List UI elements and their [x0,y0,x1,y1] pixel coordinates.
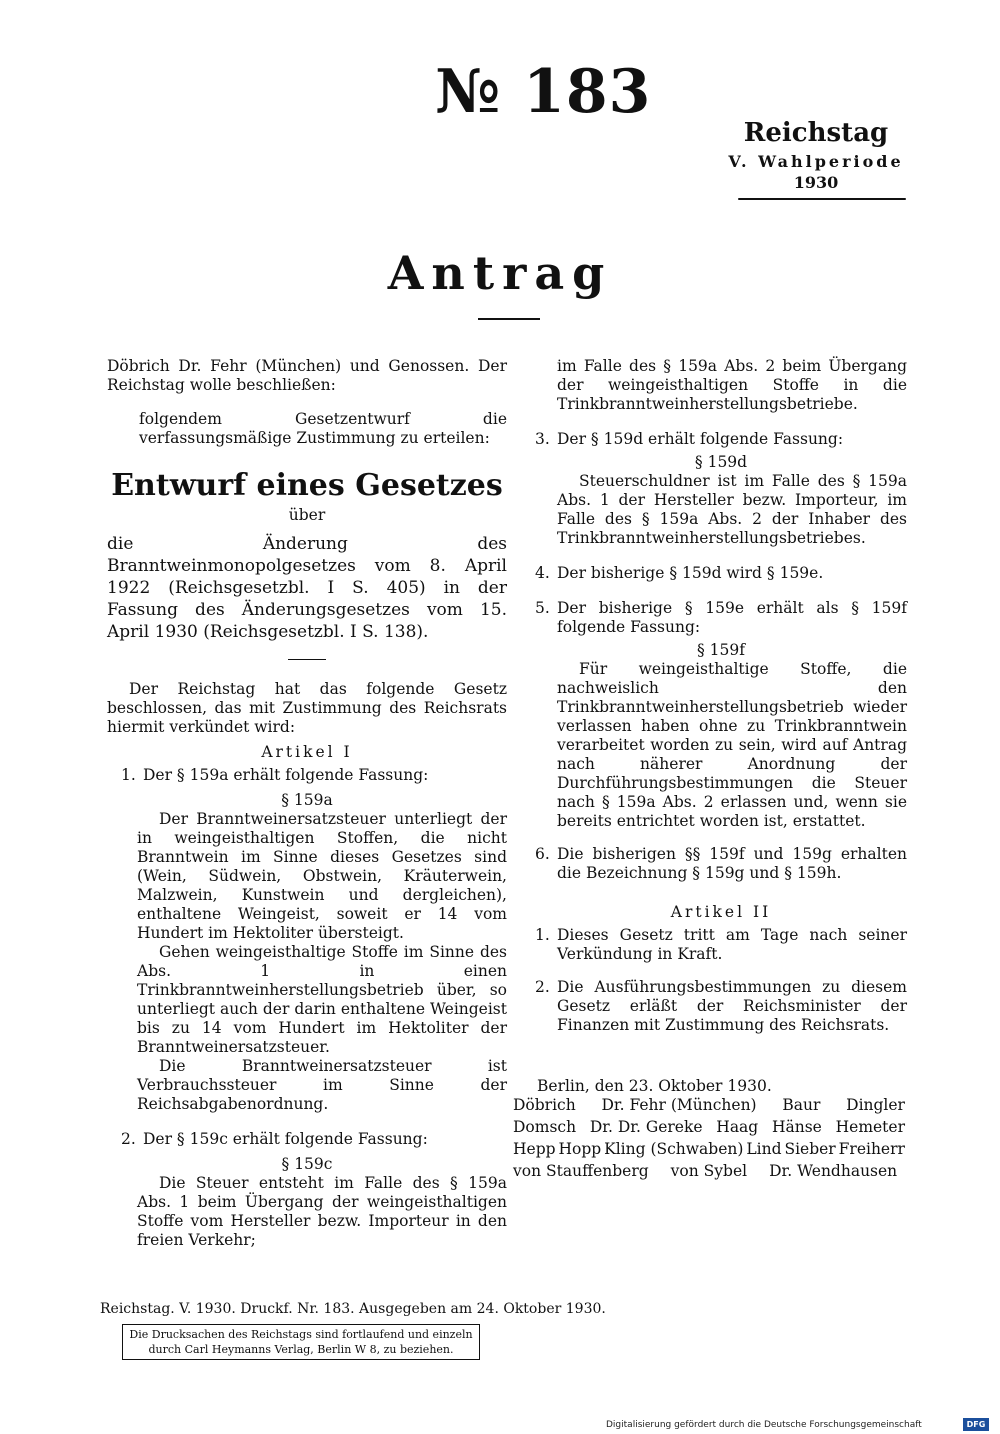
right-column [535,357,907,1096]
item-number: 2. [535,978,550,996]
signatory: Hopp [558,1140,602,1158]
paragraph: Gehen weingeisthaltige Stoffe im Sinne des Abs. 1 in einen Trinkbranntweinherstellungsbetrieb über, so unterliegt auch der darin enthaltene Weingeist bis zu 14 vom Hundert im Hektoliter der Branntweinersatzsteuer. [137,943,507,1056]
dfg-logo: DFG [963,1418,989,1431]
list-item [535,845,907,883]
signatory-line [513,1094,905,1116]
list-item [107,766,507,785]
period-label: V. Wahlperiode [728,152,904,171]
intro-text: Döbrich Dr. Fehr (München) und Genossen. Der Reichstag wolle beschließen: [107,357,507,394]
paragraph: Die Steuer entsteht im Falle des § 159a Abs. 1 beim Übergang der weingeisthaltigen Stoffe vom Hersteller bezw. Importeur in den freien Verkehr; [137,1174,507,1249]
signatory-line [513,1116,905,1138]
enactment-formula: Der Reichstag hat das folgende Gesetz beschlossen, das mit Zustimmung des Reichsrats hiermit verkündet wird: [107,680,507,736]
section-heading: § 159a [281,791,333,809]
list-item [535,599,907,637]
signatory: Dingler [846,1096,905,1114]
item-text: Der § 159c erhält folgende Fassung: [143,1130,428,1148]
signatory: Haag [716,1118,759,1136]
list-item [535,978,907,1035]
paragraph: Die Branntweinersatzsteuer ist Verbrauchssteuer im Sinne der Reichsabgabenordnung. [137,1057,507,1113]
masthead-rule [738,198,906,200]
paragraph: Der Branntweinersatzsteuer unterliegt der in weingeisthaltigen Stoffen, die nicht Branntwein im Sinne dieses Gesetzes sind (Wein, Südwein, Obstwein, Kräuterwein, Malzwein, Kunstwein und dergleichen), enthaltene Weingeist, soweit er 14 vom Hundert im Hektoliter übersteigt. [137,810,507,942]
signatory: Dr. Wendhausen [769,1162,898,1180]
paragraph: Steuerschuldner ist im Falle des § 159a Abs. 1 der Hersteller bezw. Importeur, im Falle des § 159a Abs. 2 der Inhaber des Trinkbranntweinherstellungsbetriebes. [557,472,907,547]
signatory: Sieber [784,1140,836,1158]
signatory: von Sybel [670,1162,748,1180]
publisher-note-line: Die Drucksachen des Reichstags sind fortlaufend und einzeln [129,1328,473,1341]
signatory: Hänse [771,1118,822,1136]
item-number: 6. [535,845,550,863]
item-text: Die bisherigen §§ 159f und 159g erhalten die Bezeichnung § 159g und § 159h. [557,845,907,882]
section-159c-body [107,1174,507,1250]
section-heading: § 159f [697,641,745,659]
signatory: Hepp [513,1140,556,1158]
item-text: Der bisherige § 159d wird § 159e. [557,564,824,582]
signatories [513,1094,905,1182]
paragraph: im Falle des § 159a Abs. 2 beim Übergang der weingeisthaltigen Stoffe in die Trinkbranntweinherstellungsbetriebe. [557,357,907,413]
draft-title: Entwurf eines Gesetzes [111,468,503,503]
proposal-text: folgendem Gesetzentwurf die verfassungsmäßige Zustimmung zu erteilen: [139,410,507,447]
list-item [107,1130,507,1149]
item-text: Die Ausführungsbestimmungen zu diesem Gesetz erläßt der Reichsminister der Finanzen mit Zustimmung des Reichsrats. [557,978,907,1034]
publisher-note-line: durch Carl Heymanns Verlag, Berlin W 8, zu beziehen. [148,1343,454,1356]
list-item [535,926,907,964]
signatory: Dr. Fehr (München) [601,1096,757,1114]
item-number: 1. [121,766,136,784]
signatory: Freiherr [838,1140,905,1158]
item-number: 5. [535,599,550,617]
year-label: 1930 [793,173,839,192]
section-heading: § 159c [281,1155,333,1173]
document-number: № 183 [435,57,652,127]
publisher-note [122,1324,480,1360]
signatory: Kling (Schwaben) [604,1140,744,1158]
signatory: Lind [746,1140,782,1158]
section-heading: § 159d [694,453,748,471]
signatory: Hemeter [835,1118,905,1136]
signatory: von Stauffenberg [513,1162,649,1180]
item-text: Der § 159a erhält folgende Fassung: [143,766,429,784]
article-1-heading: Artikel I [261,743,353,761]
item-text: Der bisherige § 159e erhält als § 159f folgende Fassung: [557,599,907,636]
ueber-text: über [288,506,326,524]
item-number: 4. [535,564,550,582]
signatory-line [513,1138,905,1160]
section-159d-body [535,472,907,548]
paragraph: Für weingeisthaltige Stoffe, die nachweislich den Trinkbranntweinherstellungsbetrieb wieder verlassen haben ohne zu Trinkbranntwein verarbeitet worden zu sein, wird auf Antrag nach näherer Anordnung der Durchführungsbestimmungen die Steuer nach § 159a Abs. 2 erlassen und, wenn sie bereits entrichtet worden ist, erstattet. [557,660,907,830]
print-footer: Reichstag. V. 1930. Druckf. Nr. 183. Ausgegeben am 24. Oktober 1930. [100,1301,606,1317]
signatory: Domsch [513,1118,577,1136]
signatory: Döbrich [513,1096,576,1114]
section-159a-body [107,810,507,1114]
title-rule [478,318,540,320]
continuation [535,357,907,414]
item-text: Dieses Gesetz tritt am Tage nach seiner Verkündung in Kraft. [557,926,907,963]
item-number: 3. [535,430,550,448]
list-item [535,430,907,449]
item-number: 1. [535,926,550,944]
law-subject: die Änderung des Branntweinmonopolgesetzes vom 8. April 1922 (Reichsgesetzbl. I S. 405) in der Fassung des Änderungsgesetzes vom 15. April 1930 (Reichsgesetzbl. I S. 138). [107,534,507,642]
divider [288,659,326,660]
item-number: 2. [121,1130,136,1148]
signatory: Baur [782,1096,821,1114]
section-159f-body [535,660,907,831]
page-title: Antrag [387,246,613,300]
left-column [107,357,507,1250]
signatory-line [513,1160,905,1182]
reichstag-label: Reichstag [743,118,889,148]
signatory: Dr. Dr. Gereke [589,1118,703,1136]
digitization-credit: Digitalisierung gefördert durch die Deutsche Forschungsgemeinschaft [606,1420,922,1430]
list-item [535,564,907,583]
article-2-heading: Artikel II [670,903,772,921]
dateline: Berlin, den 23. Oktober 1930. [537,1077,772,1095]
item-text: Der § 159d erhält folgende Fassung: [557,430,844,448]
